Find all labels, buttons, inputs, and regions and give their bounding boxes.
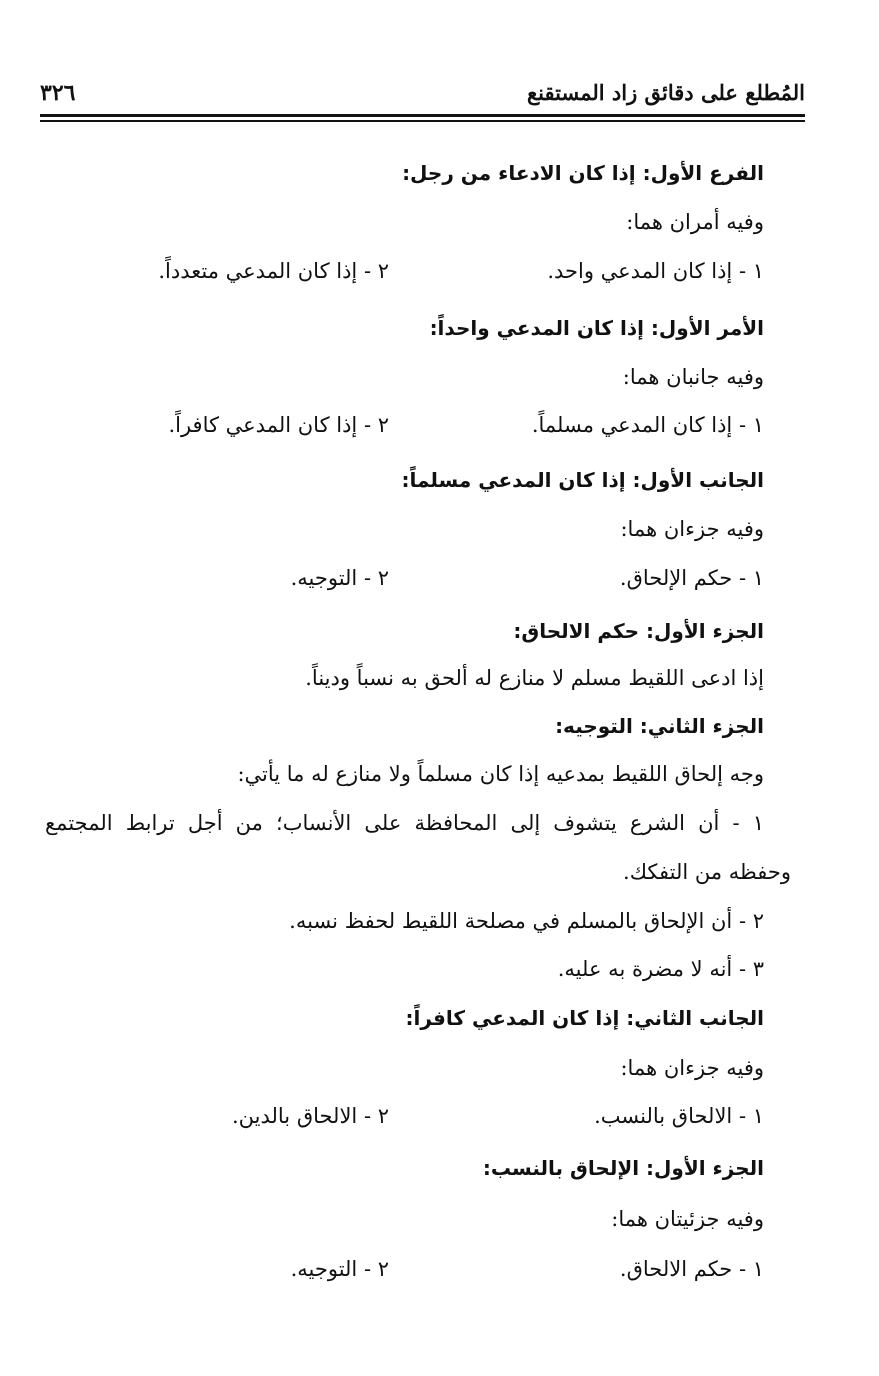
list-pair bbox=[114, 1254, 764, 1284]
paragraph: وفيه جانبان هما: bbox=[622, 365, 764, 389]
paragraph: وفيه جزءان هما: bbox=[620, 517, 764, 541]
list-item: ٢ - التوجيه. bbox=[290, 1257, 389, 1281]
paragraph: وحفظه من التفكك. bbox=[623, 860, 791, 884]
list-pair bbox=[114, 1101, 764, 1131]
paragraph: وفيه جزءان هما: bbox=[620, 1056, 764, 1080]
list-item: ٢ - إذا كان المدعي كافراً. bbox=[168, 413, 389, 437]
paragraph: وفيه جزئيتان هما: bbox=[611, 1207, 764, 1231]
list-item: ١ - حكم الالحاق. bbox=[619, 1257, 764, 1281]
section-heading: الجزء الأول: الإلحاق بالنسب: bbox=[482, 1156, 764, 1180]
list-pair bbox=[114, 563, 764, 593]
page-number: ٣٢٦ bbox=[40, 80, 76, 106]
list-item: ٢ - أن الإلحاق بالمسلم في مصلحة اللقيط لحفظ نسبه. bbox=[289, 909, 764, 933]
list-item: ١ - حكم الإلحاق. bbox=[619, 566, 764, 590]
paragraph: وفيه أمران هما: bbox=[626, 210, 764, 234]
list-item: ١ - الالحاق بالنسب. bbox=[594, 1104, 764, 1128]
list-item: ٢ - إذا كان المدعي متعدداً. bbox=[158, 259, 389, 283]
list-item: ٢ - الالحاق بالدين. bbox=[231, 1104, 389, 1128]
paragraph: إذا ادعى اللقيط مسلم لا منازع له ألحق به نسباً وديناً. bbox=[305, 666, 764, 690]
list-pair bbox=[114, 410, 764, 440]
running-title: المُطلع على دقائق زاد المستقنع bbox=[526, 80, 805, 105]
section-heading: الجانب الثاني: إذا كان المدعي كافراً: bbox=[405, 1006, 764, 1030]
paragraph: وجه إلحاق اللقيط بمدعيه إذا كان مسلماً ولا منازع له ما يأتي: bbox=[237, 762, 764, 786]
list-item: ٣ - أنه لا مضرة به عليه. bbox=[557, 957, 764, 981]
header-rule-thick bbox=[40, 114, 805, 117]
header-rule-thin bbox=[40, 120, 805, 122]
section-heading: الجزء الثاني: التوجيه: bbox=[555, 714, 764, 738]
section-heading: الجانب الأول: إذا كان المدعي مسلماً: bbox=[401, 468, 764, 492]
list-item: ٢ - التوجيه. bbox=[290, 566, 389, 590]
section-heading: الجزء الأول: حكم الالحاق: bbox=[513, 619, 764, 643]
page-header bbox=[40, 76, 805, 116]
list-item: ١ - إذا كان المدعي واحد. bbox=[547, 259, 764, 283]
list-pair bbox=[114, 256, 764, 286]
section-heading: الفرع الأول: إذا كان الادعاء من رجل: bbox=[402, 161, 764, 185]
list-item: ١ - إذا كان المدعي مسلماً. bbox=[531, 413, 764, 437]
section-heading: الأمر الأول: إذا كان المدعي واحداً: bbox=[429, 316, 764, 340]
paragraph: ١ - أن الشرع يتشوف إلى المحافظة على الأنساب؛ من أجل ترابط المجتمع bbox=[45, 811, 764, 835]
